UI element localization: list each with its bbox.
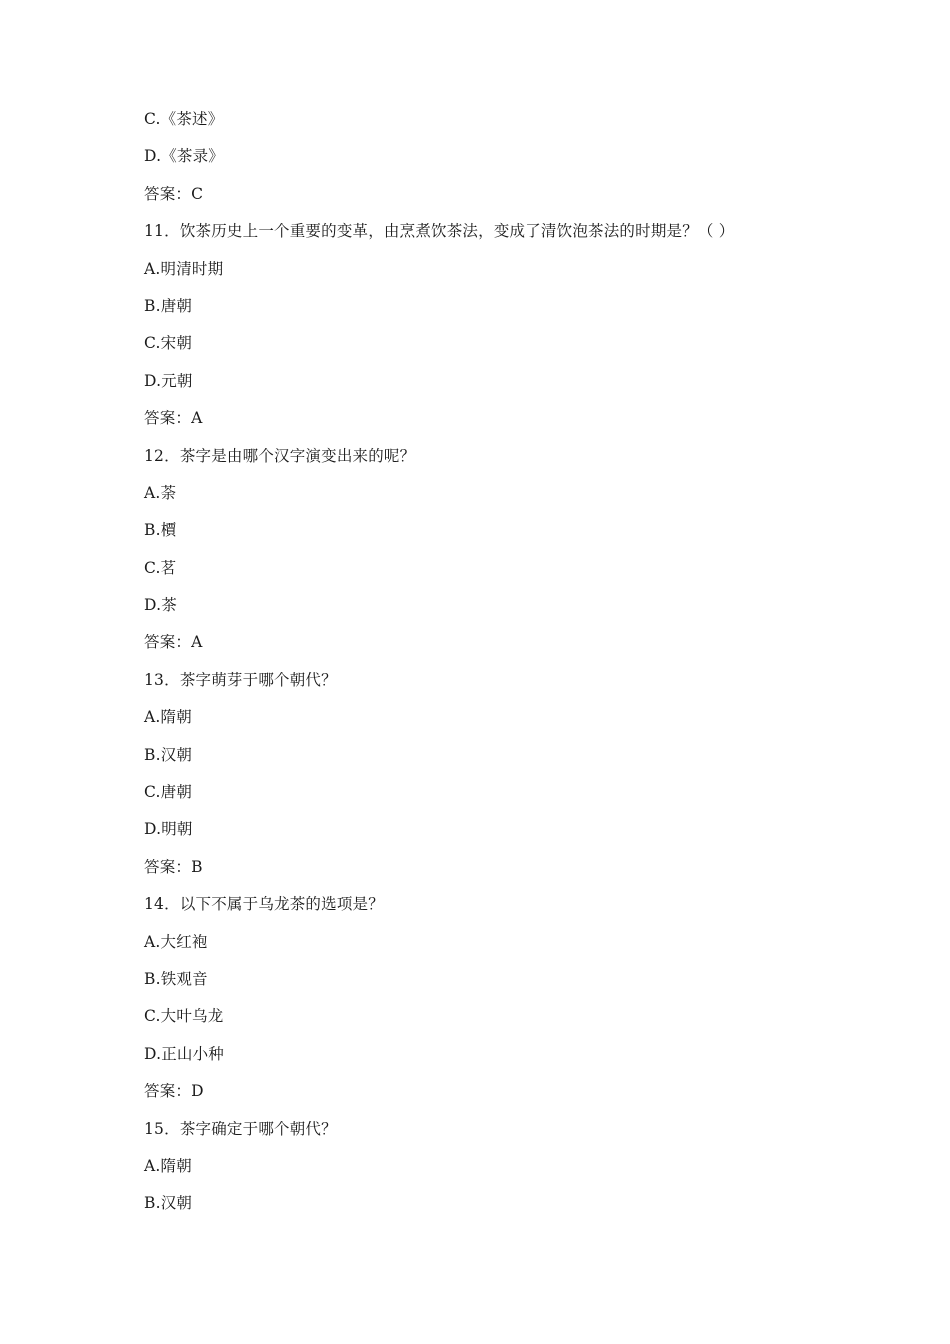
answer-line: 答案：D bbox=[144, 1082, 204, 1101]
option-b: B.铁观音 bbox=[144, 969, 208, 988]
answer-line: 答案：A bbox=[144, 409, 203, 428]
option-d: D.《茶录》 bbox=[144, 147, 225, 166]
answer-line: 答案：B bbox=[144, 857, 203, 876]
answer-line: 答案：C bbox=[144, 184, 204, 203]
option-b: B.檟 bbox=[144, 521, 177, 540]
option-a: A.明清时期 bbox=[144, 259, 224, 278]
question-11: 11．饮茶历史上一个重要的变革，由烹煮饮茶法，变成了清饮泡茶法的时期是？（ ） bbox=[144, 222, 735, 241]
option-b: B.汉朝 bbox=[144, 1194, 193, 1213]
option-a: A.大红袍 bbox=[144, 932, 208, 951]
question-12: 12．茶字是由哪个汉字演变出来的呢？ bbox=[144, 446, 416, 465]
question-14: 14．以下不属于乌龙茶的选项是？ bbox=[144, 895, 384, 914]
option-a: A.隋朝 bbox=[144, 1156, 192, 1175]
option-a: A.荼 bbox=[144, 483, 177, 502]
option-d: D.茶 bbox=[144, 596, 177, 615]
document-body bbox=[144, 106, 864, 1228]
option-d: D.明朝 bbox=[144, 820, 193, 839]
option-c: C.大叶乌龙 bbox=[144, 1007, 224, 1026]
answer-line: 答案：A bbox=[144, 633, 203, 652]
option-d: D.元朝 bbox=[144, 371, 193, 390]
option-b: B.汉朝 bbox=[144, 745, 193, 764]
question-15: 15．茶字确定于哪个朝代？ bbox=[144, 1119, 337, 1138]
option-c: C.《茶述》 bbox=[144, 110, 224, 128]
option-a: A.隋朝 bbox=[144, 708, 192, 727]
option-c: C.茗 bbox=[144, 558, 177, 577]
option-b: B.唐朝 bbox=[144, 296, 193, 315]
option-d: D.正山小种 bbox=[144, 1044, 225, 1063]
option-c: C.宋朝 bbox=[144, 334, 193, 353]
option-c: C.唐朝 bbox=[144, 783, 193, 802]
question-13: 13．茶字萌芽于哪个朝代？ bbox=[144, 670, 337, 689]
